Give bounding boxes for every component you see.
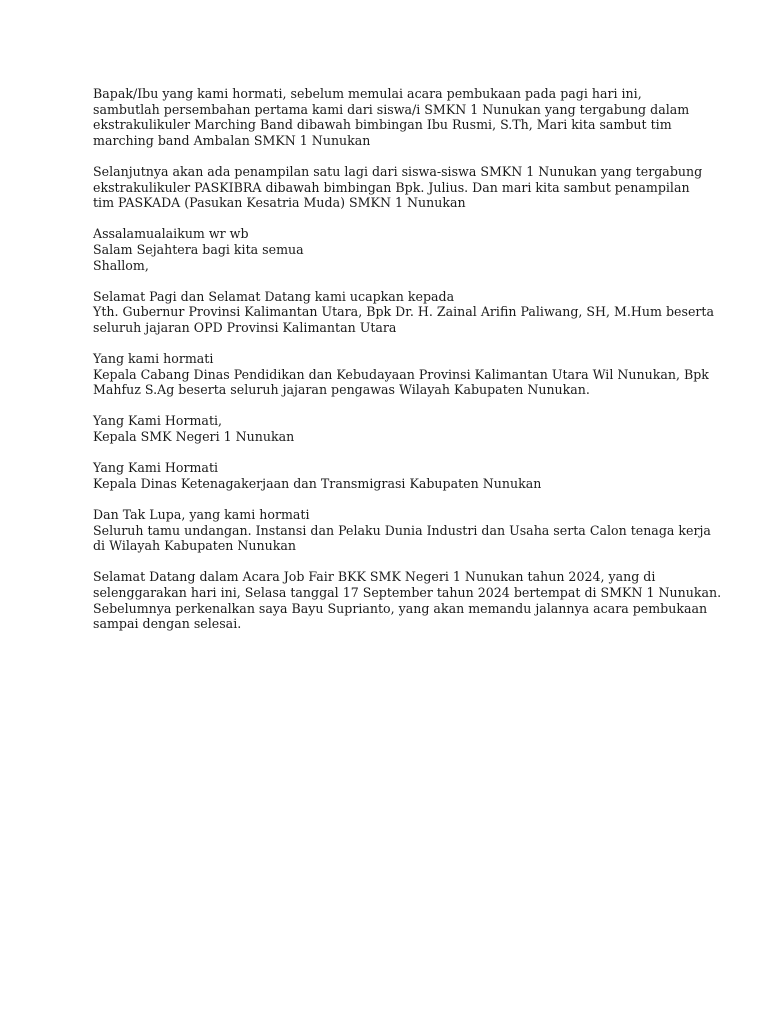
text-line: Selanjutnya akan ada penampilan satu lagi dari siswa-siswa SMKN 1 Nunukan yang tergabung — [93, 163, 703, 179]
text-line: selenggarakan hari ini, Selasa tanggal 17 September tahun 2024 bertempat di SMKN 1 Nunukan. — [93, 585, 722, 600]
text-line: Yang Kami Hormati — [93, 460, 219, 476]
document-page — [93, 86, 722, 647]
text-line: Yth. Gubernur Provinsi Kalimantan Utara, Bpk Dr. H. Zainal Arifin Paliwang, SH, M.Hum beserta — [93, 304, 714, 320]
text-line: ekstrakulikuler Marching Band dibawah bimbingan Ibu Rusmi, S.Th, Mari kita sambut tim — [93, 117, 672, 133]
paragraph-guests — [93, 507, 711, 554]
text-line: Selamat Datang dalam Acara Job Fair BKK SMK Negeri 1 Nunukan tahun 2024, yang di — [93, 569, 656, 585]
paragraph-education-office — [93, 351, 709, 398]
text-line: sambutlah persembahan pertama kami dari siswa/i SMKN 1 Nunukan yang tergabung dalam — [93, 101, 690, 117]
text-line: Kepala Dinas Ketenagakerjaan dan Transmigrasi Kabupaten Nunukan — [93, 475, 542, 491]
text-line: sampai dengan selesai. — [93, 616, 242, 632]
text-line: Sebelumnya perkenalkan saya Bayu Suprianto, yang akan memandu jalannya acara pembukaan — [93, 600, 708, 616]
text-line: tim PASKADA (Pasukan Kesatria Muda) SMKN 1 Nunukan — [93, 195, 466, 211]
text-line: Dan Tak Lupa, yang kami hormati — [93, 507, 310, 523]
paragraph-labor-office — [93, 460, 693, 491]
text-line: marching band Ambalan SMKN 1 Nunukan — [93, 132, 371, 148]
text-line: Yang Kami Hormati, — [93, 413, 223, 429]
text-line: Yang kami hormati — [93, 351, 214, 367]
paragraph-paskibra — [93, 163, 703, 211]
text-line: Salam Sejahtera bagi kita semua — [93, 241, 304, 257]
text-line: Bapak/Ibu yang kami hormati, sebelum memulai acara pembukaan pada pagi hari ini, — [93, 86, 642, 101]
paragraph-opening-marching-band — [93, 86, 693, 148]
paragraph-greetings — [93, 226, 693, 273]
paragraph-job-fair-welcome — [93, 569, 722, 632]
text-line: ekstrakulikuler PASKIBRA dibawah bimbingan Bpk. Julius. Dan mari kita sambut penampilan — [93, 179, 690, 195]
text-line: Mahfuz S.Ag beserta seluruh jajaran pengawas Wilayah Kabupaten Nunukan. — [93, 382, 590, 398]
text-line: Seluruh tamu undangan. Instansi dan Pelaku Dunia Industri dan Usaha serta Calon tenaga kerja — [93, 522, 711, 538]
text-line: Kepala Cabang Dinas Pendidikan dan Kebudayaan Provinsi Kalimantan Utara Wil Nunukan, Bpk — [93, 366, 709, 382]
text-line: di Wilayah Kabupaten Nunukan — [93, 538, 297, 554]
text-line: Assalamualaikum wr wb — [93, 226, 249, 242]
paragraph-school-principal — [93, 413, 693, 444]
paragraph-welcome-governor — [93, 288, 714, 336]
text-line: Shallom, — [93, 257, 149, 273]
text-line: Kepala SMK Negeri 1 Nunukan — [93, 429, 295, 445]
text-line: Selamat Pagi dan Selamat Datang kami ucapkan kepada — [93, 288, 455, 304]
text-line: seluruh jajaran OPD Provinsi Kalimantan Utara — [93, 319, 397, 335]
